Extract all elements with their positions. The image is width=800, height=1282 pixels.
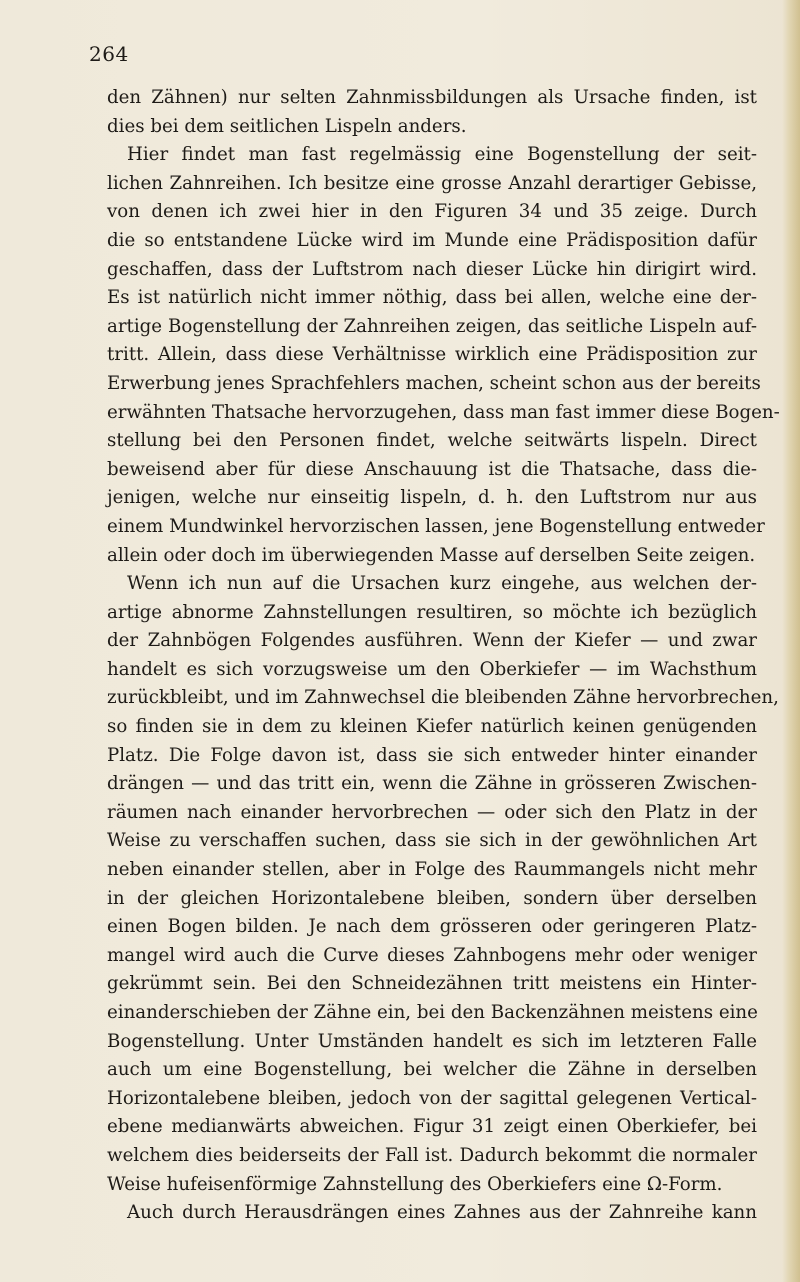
text-line: ebene medianwärts abweichen. Figur 31 zeigt einen Oberkiefer, bei <box>107 1116 757 1138</box>
text-line: allein oder doch im überwiegenden Masse auf derselben Seite zeigen. <box>107 544 756 566</box>
text-line: zurückbleibt, und im Zahnwechsel die bleibenden Zähne hervorbrechen, <box>107 687 779 709</box>
text-line: Hier findet man fast regelmässig eine Bogenstellung der seit- <box>127 144 757 166</box>
text-line: räumen nach einander hervorbrechen — oder sich den Platz in der <box>107 801 757 823</box>
text-line: Auch durch Herausdrängen eines Zahnes aus der Zahnreihe kann <box>127 1202 757 1224</box>
text-line: einen Bogen bilden. Je nach dem grösseren oder geringeren Platz- <box>107 916 757 938</box>
text-line: gekrümmt sein. Bei den Schneidezähnen tritt meistens ein Hinter- <box>107 973 757 995</box>
text-line: in der gleichen Horizontalebene bleiben, sondern über derselben <box>107 887 757 909</box>
text-line: artige Bogenstellung der Zahnreihen zeigen, das seitliche Lispeln auf- <box>107 315 757 337</box>
text-line: welchem dies beiderseits der Fall ist. Dadurch bekommt die normaler <box>107 1144 757 1166</box>
text-line: der Zahnbögen Folgendes ausführen. Wenn der Kiefer — und zwar <box>107 630 757 652</box>
text-line: einanderschieben der Zähne ein, bei den Backenzähnen meistens eine <box>107 1002 758 1023</box>
text-line: Wenn ich nun auf die Ursachen kurz eingehe, aus welchen der- <box>127 573 757 595</box>
text-line: Bogenstellung. Unter Umständen handelt es sich im letzteren Falle <box>107 1030 757 1052</box>
text-line: handelt es sich vorzugsweise um den Oberkiefer — im Wachsthum <box>107 658 757 680</box>
text-line: stellung bei den Personen findet, welche seitwärts lispeln. Direct <box>107 430 757 452</box>
text-line: Erwerbung jenes Sprachfehlers machen, scheint schon aus der bereits <box>107 372 761 394</box>
text-line: erwähnten Thatsache hervorzugehen, dass man fast immer diese Bogen- <box>107 401 780 423</box>
text-line: die so entstandene Lücke wird im Munde eine Prädisposition dafür <box>107 229 757 251</box>
text-line: Platz. Die Folge davon ist, dass sie sich entweder hinter einander <box>107 744 757 766</box>
text-line: auch um eine Bogenstellung, bei welcher die Zähne in derselben <box>107 1059 757 1081</box>
text-line: dies bei dem seitlichen Lispeln anders. <box>107 115 467 137</box>
text-line: von denen ich zwei hier in den Figuren 34 und 35 zeige. Durch <box>107 201 757 223</box>
text-line: so finden sie in dem zu kleinen Kiefer natürlich keinen genügenden <box>107 716 757 738</box>
text-line: artige abnorme Zahnstellungen resultiren, so möchte ich bezüglich <box>107 601 757 623</box>
text-line: einem Mundwinkel hervorzischen lassen, jene Bogenstellung entweder <box>107 515 765 537</box>
text-line: neben einander stellen, aber in Folge des Raummangels nicht mehr <box>107 859 757 881</box>
text-line: drängen — und das tritt ein, wenn die Zähne in grösseren Zwischen- <box>107 773 757 795</box>
page-edge-shadow <box>782 0 800 1282</box>
text-line: mangel wird auch die Curve dieses Zahnbogens mehr oder weniger <box>107 944 757 966</box>
text-line: Horizontalebene bleiben, jedoch von der sagittal gelegenen Vertical- <box>107 1087 757 1109</box>
text-line: Weise hufeisenförmige Zahnstellung des Oberkiefers eine Ω-Form. <box>107 1173 723 1195</box>
text-line: jenigen, welche nur einseitig lispeln, d. h. den Luftstrom nur aus <box>107 487 757 509</box>
text-line: beweisend aber für diese Anschauung ist die Thatsache, dass die- <box>107 458 757 480</box>
body-text <box>107 84 780 1228</box>
page-number: 264 <box>89 42 129 66</box>
text-line: den Zähnen) nur selten Zahnmissbildungen als Ursache finden, ist <box>107 87 757 108</box>
text-line: tritt. Allein, dass diese Verhältnisse wirklich eine Prädisposition zur <box>107 344 757 366</box>
text-line: Weise zu verschaffen suchen, dass sie sich in der gewöhnlichen Art <box>107 830 757 852</box>
text-line: lichen Zahnreihen. Ich besitze eine grosse Anzahl derartiger Gebisse, <box>107 172 757 194</box>
text-line: Es ist natürlich nicht immer nöthig, dass bei allen, welche eine der- <box>107 287 757 309</box>
text-line: geschaffen, dass der Luftstrom nach dieser Lücke hin dirigirt wird. <box>107 258 757 280</box>
